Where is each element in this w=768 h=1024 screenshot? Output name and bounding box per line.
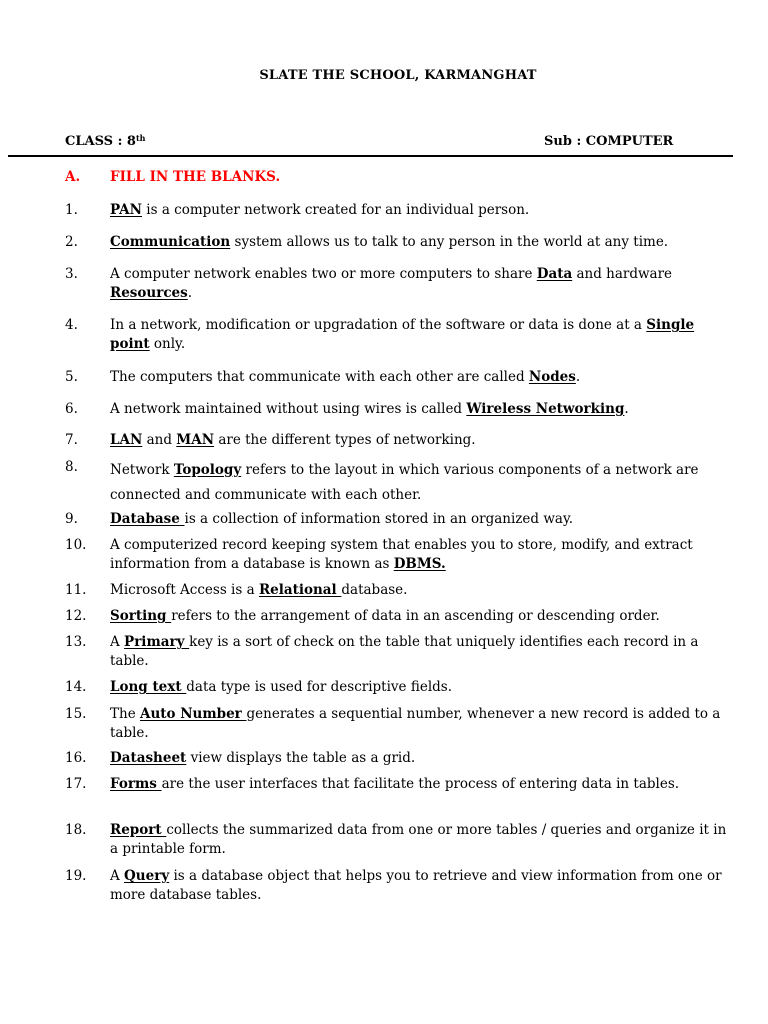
- item-number: 14.: [65, 679, 87, 695]
- question-text: The: [110, 706, 140, 722]
- question-text: generates a sequential number, whenever a new record is added to a table.: [110, 706, 721, 741]
- answer-blank: Primary: [124, 634, 190, 650]
- item-text: [110, 458, 735, 508]
- item-text: [110, 316, 735, 354]
- item-text: [110, 233, 735, 252]
- answer-blank: Relational: [258, 582, 342, 598]
- section-letter: A.: [65, 169, 81, 185]
- item-text: [110, 705, 735, 743]
- answer-blank: Auto Number: [139, 706, 247, 722]
- item-number: 12.: [65, 608, 87, 624]
- question-text: The computers that communicate with each other are called: [110, 369, 529, 385]
- answer-blank: Topology: [173, 462, 242, 478]
- question-text: and: [142, 432, 177, 448]
- item-number: 9.: [65, 511, 78, 527]
- item-number: 18.: [65, 822, 87, 838]
- item-text: [110, 201, 735, 220]
- question-text: In a network, modification or upgradation of the software or data is done at a: [110, 317, 647, 333]
- section-title: FILL IN THE BLANKS.: [110, 169, 281, 185]
- class-superscript: th: [135, 133, 146, 143]
- item-text: [110, 400, 735, 419]
- answer-blank: Wireless Networking: [466, 401, 625, 417]
- question-text: A: [110, 634, 125, 650]
- question-text: view displays the table as a grid.: [186, 750, 416, 766]
- item-text: [110, 749, 735, 768]
- item-number: 19.: [65, 868, 87, 884]
- item-number: 1.: [65, 202, 78, 218]
- question-text: Microsoft Access is a: [110, 582, 259, 598]
- item-text: [110, 775, 735, 794]
- question-text: .: [575, 369, 581, 385]
- subject-label: Sub : COMPUTER: [544, 134, 674, 149]
- question-text: is a database object that helps you to retrieve and view information from one or more database tables.: [110, 868, 722, 903]
- item-text: [110, 536, 735, 574]
- question-text: refers to the arrangement of data in an ascending or descending order.: [171, 608, 660, 624]
- item-number: 16.: [65, 750, 87, 766]
- school-title: SLATE THE SCHOOL, KARMANGHAT: [259, 68, 537, 83]
- item-number: 17.: [65, 776, 87, 792]
- answer-blank: Datasheet: [110, 750, 187, 766]
- answer-blank: Report: [110, 822, 167, 838]
- item-text: [110, 581, 735, 600]
- question-text: are the different types of networking.: [214, 432, 476, 448]
- answer-blank: Long text: [110, 679, 187, 695]
- question-text: Network: [110, 462, 174, 478]
- answer-blank: DBMS.: [393, 556, 446, 572]
- item-text: [110, 678, 735, 697]
- question-text: system allows us to talk to any person in the world at any time.: [230, 234, 669, 250]
- question-text: A computerized record keeping system that enables you to store, modify, and extract information from a database is known as: [110, 537, 693, 572]
- question-text: is a computer network created for an individual person.: [141, 202, 530, 218]
- item-text: [110, 431, 735, 450]
- answer-blank: Database: [110, 511, 185, 527]
- question-text: .: [624, 401, 629, 417]
- question-text: database.: [341, 582, 408, 598]
- item-number: 8.: [65, 459, 78, 475]
- answer-blank: Data: [536, 266, 573, 282]
- item-number: 15.: [65, 706, 87, 722]
- answer-blank: LAN: [110, 432, 143, 448]
- question-text: key is a sort of check on the table that uniquely identifies each record in a table.: [110, 634, 699, 669]
- answer-blank: Sorting: [110, 608, 172, 624]
- question-text: collects the summarized data from one or more tables / queries and organize it in a printable form.: [110, 822, 727, 857]
- item-text: [110, 633, 735, 671]
- item-number: 6.: [65, 401, 78, 417]
- answer-blank: Query: [124, 868, 170, 884]
- answer-blank: Forms: [110, 776, 162, 792]
- section-heading: [65, 169, 280, 185]
- item-text: [110, 867, 735, 905]
- question-text: data type is used for descriptive fields.: [186, 679, 453, 695]
- answer-blank: Single point: [110, 317, 695, 352]
- question-text: refers to the layout in which various components of a network are connected and communicate with each other.: [110, 462, 699, 503]
- answer-blank: Nodes: [528, 369, 576, 385]
- question-text: A network maintained without using wires is called: [110, 401, 467, 417]
- question-text: and hardware: [572, 266, 673, 282]
- question-text: is a collection of information stored in an organized way.: [184, 511, 574, 527]
- header-divider: [8, 155, 733, 157]
- answer-blank: PAN: [110, 202, 142, 218]
- item-number: 11.: [65, 582, 87, 598]
- item-text: [110, 607, 735, 626]
- item-text: [110, 368, 735, 387]
- item-number: 7.: [65, 432, 78, 448]
- item-number: 5.: [65, 369, 78, 385]
- answer-blank: MAN: [176, 432, 215, 448]
- question-text: .: [187, 285, 193, 301]
- item-number: 3.: [65, 266, 78, 282]
- question-text: A computer network enables two or more computers to share: [110, 266, 537, 282]
- item-text: [110, 265, 735, 303]
- item-number: 10.: [65, 537, 87, 553]
- question-text: only.: [149, 336, 186, 352]
- answer-blank: Resources: [110, 285, 188, 301]
- item-number: 4.: [65, 317, 78, 333]
- item-text: [110, 510, 735, 529]
- answer-blank: Communication: [110, 234, 231, 250]
- item-text: [110, 821, 735, 859]
- question-text: are the user interfaces that facilitate the process of entering data in tables.: [161, 776, 680, 792]
- item-number: 2.: [65, 234, 78, 250]
- class-label: [65, 134, 145, 149]
- class-text: CLASS : 8: [65, 134, 136, 149]
- item-number: 13.: [65, 634, 87, 650]
- question-text: A: [110, 868, 125, 884]
